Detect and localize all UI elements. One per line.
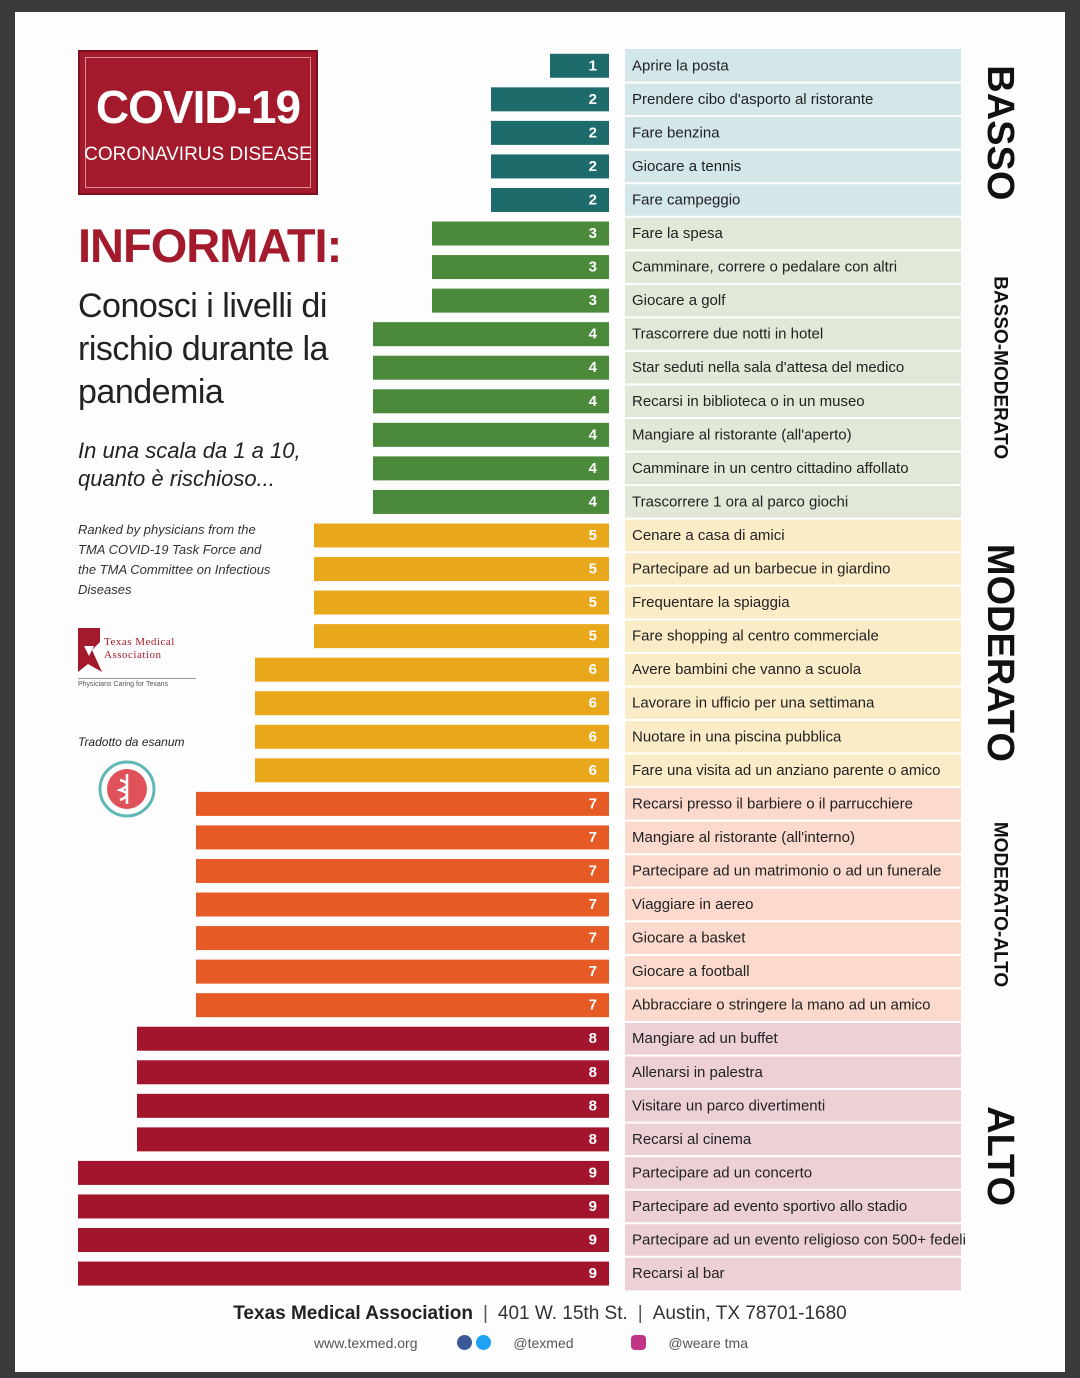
- activity-label: Fare shopping al centro commerciale: [632, 627, 879, 645]
- risk-bar: [373, 322, 609, 346]
- activity-label: Partecipare ad un evento religioso con 500+ fedeli: [632, 1231, 966, 1249]
- activity-label: Recarsi al cinema: [632, 1130, 752, 1148]
- bar-value-label: 5: [588, 560, 597, 578]
- activity-label: Recarsi al bar: [632, 1265, 725, 1283]
- facebook-icon[interactable]: [457, 1335, 472, 1350]
- risk-bar: [373, 389, 609, 413]
- risk-bar: [78, 1262, 609, 1286]
- risk-bar: [196, 825, 609, 849]
- bar-value-label: 9: [588, 1231, 597, 1249]
- bar-value-label: 4: [588, 493, 597, 511]
- risk-bar: [373, 423, 609, 447]
- bar-value-label: 7: [588, 929, 597, 947]
- bar-value-label: 9: [588, 1197, 597, 1215]
- activity-label: Viaggiare in aereo: [632, 896, 754, 914]
- risk-level-label: BASSO-MODERATO: [989, 276, 1011, 460]
- risk-bar: [432, 255, 609, 279]
- footer-city: Austin, TX 78701-1680: [652, 1303, 847, 1324]
- bar-value-label: 6: [588, 761, 597, 779]
- activity-label: Partecipare ad evento sportivo allo stadio: [632, 1197, 908, 1215]
- risk-bar: [78, 1228, 609, 1252]
- risk-bar: [314, 591, 609, 615]
- bar-value-label: 5: [588, 526, 597, 544]
- activity-label: Giocare a tennis: [632, 157, 742, 175]
- bar-value-label: 8: [588, 1097, 597, 1115]
- activity-label: Avere bambini che vanno a scuola: [632, 661, 862, 679]
- activity-label: Recarsi presso il barbiere o il parrucchiere: [632, 795, 913, 813]
- bar-value-label: 9: [588, 1265, 597, 1283]
- badge-subtitle: CORONAVIRUS DISEASE: [84, 144, 312, 165]
- activity-label: Giocare a basket: [632, 929, 746, 947]
- bar-value-label: 9: [588, 1164, 597, 1182]
- risk-bar: [196, 960, 609, 984]
- bar-value-label: 2: [588, 90, 597, 108]
- bar-value-label: 3: [588, 292, 597, 310]
- risk-bar: [196, 926, 609, 950]
- bar-value-label: 4: [588, 426, 597, 444]
- bar-value-label: 8: [588, 1130, 597, 1148]
- activity-label: Giocare a football: [632, 963, 750, 981]
- bar-value-label: 2: [588, 191, 597, 209]
- risk-bar: [255, 658, 609, 682]
- bar-value-label: 6: [588, 728, 597, 746]
- activity-label: Allenarsi in palestra: [632, 1063, 763, 1081]
- activity-label: Trascorrere due notti in hotel: [632, 325, 824, 343]
- bar-value-label: 5: [588, 627, 597, 645]
- bar-value-label: 6: [588, 694, 597, 712]
- activity-label: Cenare a casa di amici: [632, 526, 785, 544]
- activity-label: Fare benzina: [632, 124, 720, 142]
- bar-value-label: 7: [588, 795, 597, 813]
- risk-bar: [196, 893, 609, 917]
- risk-bar: [432, 222, 609, 246]
- risk-bar: [137, 1094, 609, 1118]
- footer-twitter[interactable]: @texmed: [513, 1335, 574, 1351]
- bar-value-label: 7: [588, 963, 597, 981]
- bar-value-label: 3: [588, 258, 597, 276]
- risk-bar: [373, 490, 609, 514]
- translated-by: Tradotto da esanum: [78, 735, 185, 749]
- bar-value-label: 7: [588, 828, 597, 846]
- risk-bar: [196, 993, 609, 1017]
- activity-label: Camminare in un centro cittadino affollato: [632, 459, 909, 477]
- badge-title: COVID-19: [95, 81, 301, 133]
- ranking-credit: Ranked by physicians from the TMA COVID-19 Task Force and the TMA Committee on Infectious Diseases: [78, 522, 271, 597]
- footer-contacts: [0, 1335, 1080, 1351]
- activity-label: Partecipare ad un concerto: [632, 1164, 813, 1182]
- headline: INFORMATI:: [78, 219, 342, 272]
- activity-label: Prendere cibo d'asporto al ristorante: [632, 90, 874, 108]
- instagram-icon[interactable]: [631, 1335, 646, 1350]
- risk-bar: [314, 557, 609, 581]
- bar-value-label: 7: [588, 896, 597, 914]
- bar-value-label: 4: [588, 325, 597, 343]
- risk-bar: [196, 859, 609, 883]
- bar-value-label: 6: [588, 661, 597, 679]
- subtitle: Conosci i livelli di rischio durante la pandemia: [78, 287, 328, 411]
- risk-bar: [196, 792, 609, 816]
- risk-bar: [137, 1027, 609, 1051]
- risk-bar: [255, 691, 609, 715]
- risk-bar: [137, 1127, 609, 1151]
- activity-label: Star seduti nella sala d'attesa del medico: [632, 359, 905, 377]
- activity-label: Fare campeggio: [632, 191, 741, 209]
- activity-label: Recarsi in biblioteca o in un museo: [632, 392, 865, 410]
- activity-label: Mangiare al ristorante (all'aperto): [632, 426, 852, 444]
- bar-value-label: 2: [588, 157, 597, 175]
- bar-value-label: 8: [588, 1063, 597, 1081]
- risk-bar: [432, 289, 609, 313]
- activity-label: Visitare un parco divertimenti: [632, 1097, 826, 1115]
- activity-label: Frequentare la spiaggia: [632, 594, 790, 612]
- activity-label: Partecipare ad un barbecue in giardino: [632, 560, 891, 578]
- activity-label: Fare una visita ad un anziano parente o amico: [632, 761, 941, 779]
- risk-bar: [373, 456, 609, 480]
- footer-instagram[interactable]: @weare tma: [668, 1335, 748, 1351]
- tma-logo-name: Texas Medical Association: [104, 636, 175, 661]
- scale-question: In una scala da 1 a 10, quanto è rischioso...: [78, 438, 301, 491]
- risk-bar: [78, 1194, 609, 1218]
- activity-label: Giocare a golf: [632, 292, 726, 310]
- tma-logo-tagline: Physicians Caring for Texans: [78, 678, 196, 688]
- activity-label: Mangiare ad un buffet: [632, 1030, 778, 1048]
- bar-value-label: 2: [588, 124, 597, 142]
- risk-level-label: ALTO: [979, 1106, 1021, 1207]
- activity-label: Mangiare al ristorante (all'interno): [632, 828, 855, 846]
- twitter-icon[interactable]: [476, 1335, 491, 1350]
- footer-website[interactable]: www.texmed.org: [314, 1335, 418, 1351]
- risk-bar: [255, 725, 609, 749]
- activity-label: Trascorrere 1 ora al parco giochi: [632, 493, 849, 511]
- risk-level-label: MODERATO: [979, 543, 1021, 762]
- activity-label: Partecipare ad un matrimonio o ad un funerale: [632, 862, 942, 880]
- risk-bar: [255, 758, 609, 782]
- bar-value-label: 7: [588, 996, 597, 1014]
- risk-bar: [550, 54, 609, 78]
- footer-address: Texas Medical Association | 401 W. 15th St. | Austin, TX 78701-1680: [233, 1303, 847, 1324]
- risk-bar: [373, 356, 609, 380]
- activity-label: Abbracciare o stringere la mano ad un amico: [632, 996, 931, 1014]
- bar-value-label: 1: [588, 57, 597, 75]
- bar-value-label: 5: [588, 594, 597, 612]
- bar-value-label: 4: [588, 459, 597, 477]
- risk-level-label: BASSO: [979, 65, 1021, 201]
- activity-label: Nuotare in una piscina pubblica: [632, 728, 842, 746]
- bar-value-label: 7: [588, 862, 597, 880]
- bar-value-label: 4: [588, 392, 597, 410]
- risk-bar: [78, 1161, 609, 1185]
- bar-value-label: 3: [588, 225, 597, 243]
- risk-bar: [314, 624, 609, 648]
- activity-label: Aprire la posta: [632, 57, 729, 75]
- activity-label: Lavorare in ufficio per una settimana: [632, 694, 875, 712]
- activity-label: Camminare, correre o pedalare con altri: [632, 258, 898, 276]
- risk-level-label: MODERATO-ALTO: [989, 821, 1011, 988]
- activity-label: Fare la spesa: [632, 225, 723, 243]
- footer-street: 401 W. 15th St.: [497, 1303, 628, 1324]
- footer-org: Texas Medical Association: [233, 1303, 473, 1324]
- bar-value-label: 8: [588, 1030, 597, 1048]
- risk-bar: [137, 1060, 609, 1084]
- bar-value-label: 4: [588, 359, 597, 377]
- risk-bar: [314, 523, 609, 547]
